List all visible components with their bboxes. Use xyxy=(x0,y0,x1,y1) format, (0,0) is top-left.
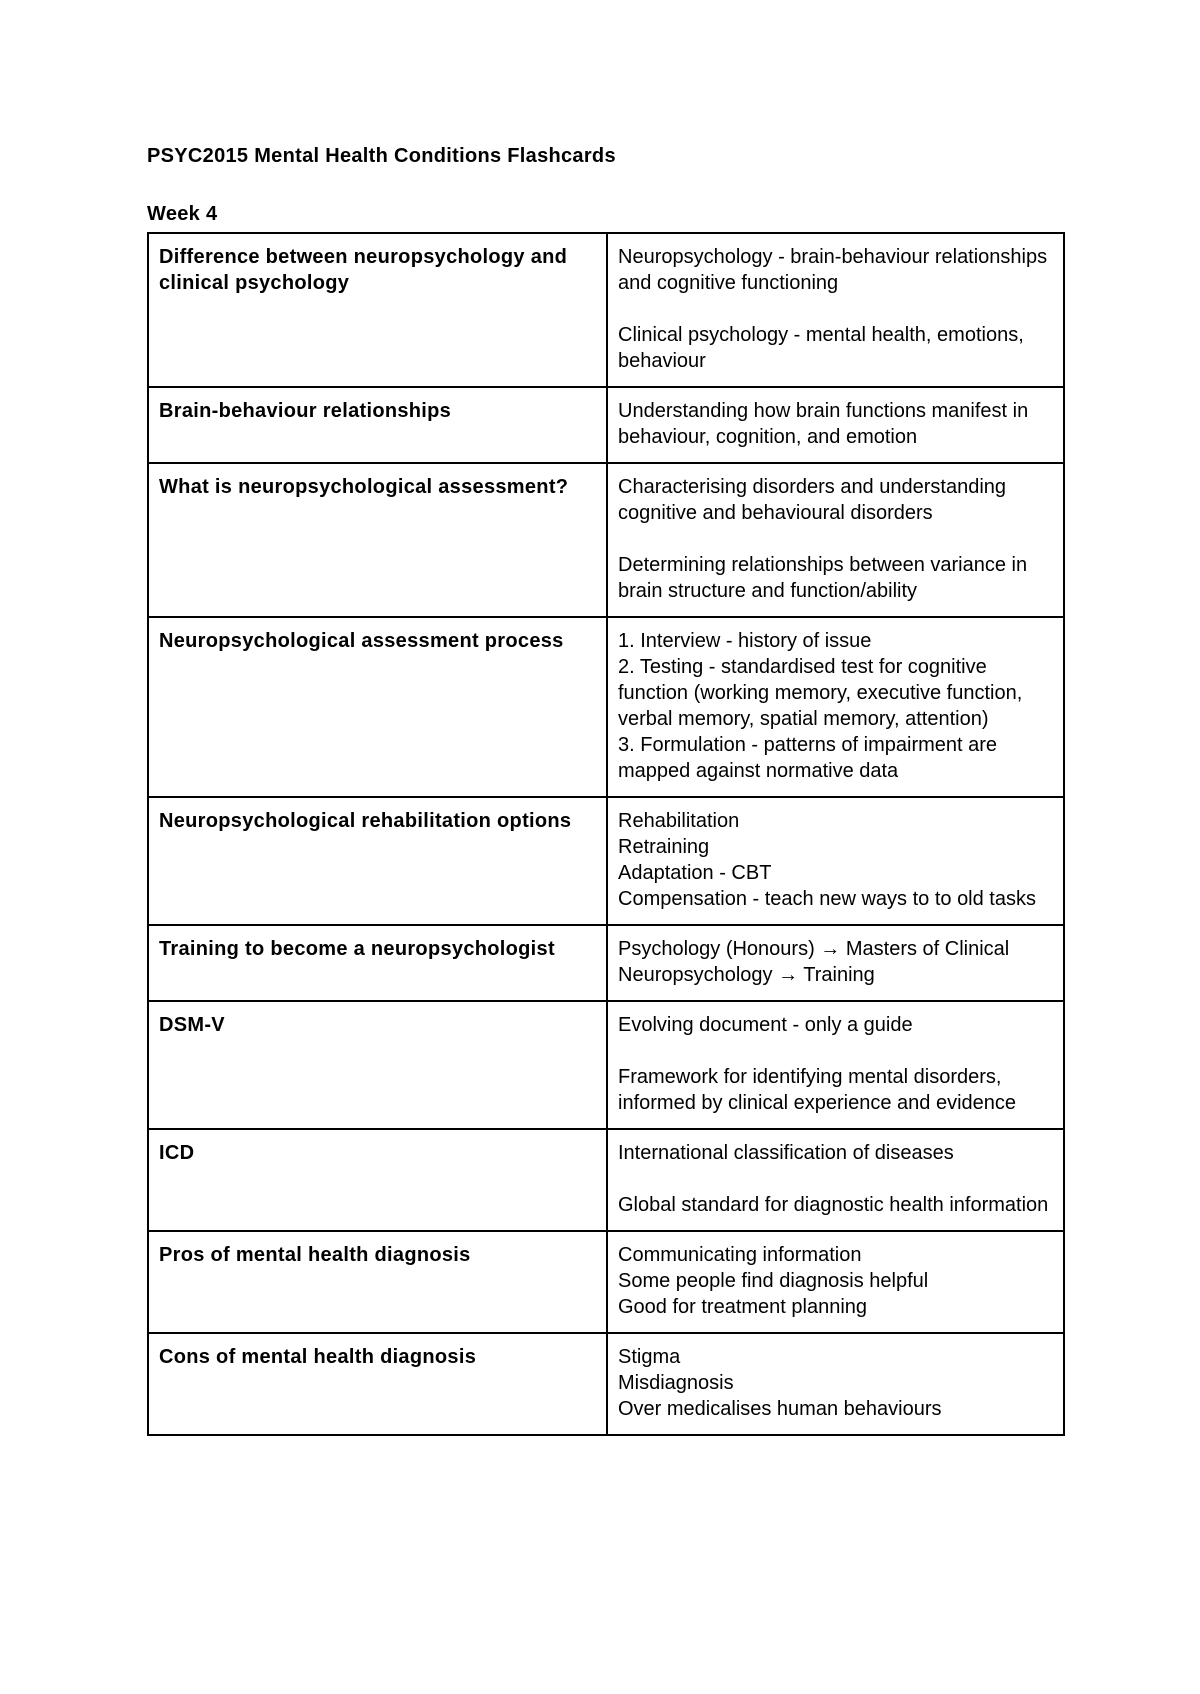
definition-line: Characterising disorders and understanding cognitive and behavioural disorders xyxy=(618,476,1007,524)
definition-line xyxy=(618,296,1053,322)
flashcard-row xyxy=(148,463,1064,617)
flashcard-term: Brain-behaviour relationships xyxy=(148,387,607,463)
definition-line: Compensation - teach new ways to to old tasks xyxy=(618,888,1036,910)
flashcard-table xyxy=(147,232,1065,1436)
definition-line: Neuropsychology - brain-behaviour relationships and cognitive functioning xyxy=(618,246,1048,294)
flashcard-definition xyxy=(607,1001,1064,1129)
flashcard-table-body xyxy=(148,233,1064,1435)
flashcard-row xyxy=(148,1231,1064,1333)
definition-line: Some people find diagnosis helpful xyxy=(618,1270,929,1292)
flashcard-term: Training to become a neuropsychologist xyxy=(148,925,607,1001)
flashcard-row xyxy=(148,233,1064,387)
definition-line: Over medicalises human behaviours xyxy=(618,1398,942,1420)
definition-line: Stigma xyxy=(618,1346,681,1368)
flashcard-definition xyxy=(607,925,1064,1001)
definition-line: 1. Interview - history of issue xyxy=(618,630,872,652)
definition-line: Retraining xyxy=(618,836,710,858)
definition-line: 2. Testing - standardised test for cognitive function (working memory, executive function, verbal memory, spatial memory, attention) xyxy=(618,656,1023,730)
flashcard-definition xyxy=(607,797,1064,925)
flashcard-term: DSM-V xyxy=(148,1001,607,1129)
flashcard-term: Neuropsychological rehabilitation options xyxy=(148,797,607,925)
flashcard-row xyxy=(148,1333,1064,1435)
flashcard-term: What is neuropsychological assessment? xyxy=(148,463,607,617)
definition-line: Framework for identifying mental disorders, informed by clinical experience and evidence xyxy=(618,1066,1017,1114)
definition-line: Communicating information xyxy=(618,1244,862,1266)
flashcard-term: Cons of mental health diagnosis xyxy=(148,1333,607,1435)
flashcard-term: Difference between neuropsychology and clinical psychology xyxy=(148,233,607,387)
week-heading: Week 4 xyxy=(147,203,218,225)
flashcard-row xyxy=(148,617,1064,797)
definition-line: Psychology (Honours) → Masters of Clinical Neuropsychology → Training xyxy=(618,938,1010,986)
flashcard-term: Pros of mental health diagnosis xyxy=(148,1231,607,1333)
definition-line: Evolving document - only a guide xyxy=(618,1014,913,1036)
flashcard-term: Neuropsychological assessment process xyxy=(148,617,607,797)
flashcard-definition xyxy=(607,1231,1064,1333)
definition-line xyxy=(618,1038,1053,1064)
definition-line: Misdiagnosis xyxy=(618,1372,734,1394)
flashcard-definition xyxy=(607,387,1064,463)
flashcard-row xyxy=(148,387,1064,463)
flashcard-row xyxy=(148,797,1064,925)
flashcard-term: ICD xyxy=(148,1129,607,1231)
flashcard-row xyxy=(148,1001,1064,1129)
definition-line: Global standard for diagnostic health information xyxy=(618,1194,1049,1216)
definition-line: Rehabilitation xyxy=(618,810,740,832)
flashcard-definition xyxy=(607,1333,1064,1435)
definition-line: 3. Formulation - patterns of impairment are mapped against normative data xyxy=(618,734,998,782)
definition-line: Determining relationships between variance in brain structure and function/ability xyxy=(618,554,1028,602)
definition-line: Adaptation - CBT xyxy=(618,862,772,884)
flashcard-definition xyxy=(607,617,1064,797)
flashcard-row xyxy=(148,1129,1064,1231)
flashcard-definition xyxy=(607,1129,1064,1231)
definition-line xyxy=(618,526,1053,552)
definition-line xyxy=(618,1166,1053,1192)
definition-line: Understanding how brain functions manifest in behaviour, cognition, and emotion xyxy=(618,400,1029,448)
flashcard-definition xyxy=(607,463,1064,617)
definition-line: International classification of diseases xyxy=(618,1142,954,1164)
definition-line: Good for treatment planning xyxy=(618,1296,868,1318)
definition-line: Clinical psychology - mental health, emotions, behaviour xyxy=(618,324,1024,372)
page-title: PSYC2015 Mental Health Conditions Flashcards xyxy=(147,145,616,167)
flashcard-definition xyxy=(607,233,1064,387)
flashcard-row xyxy=(148,925,1064,1001)
